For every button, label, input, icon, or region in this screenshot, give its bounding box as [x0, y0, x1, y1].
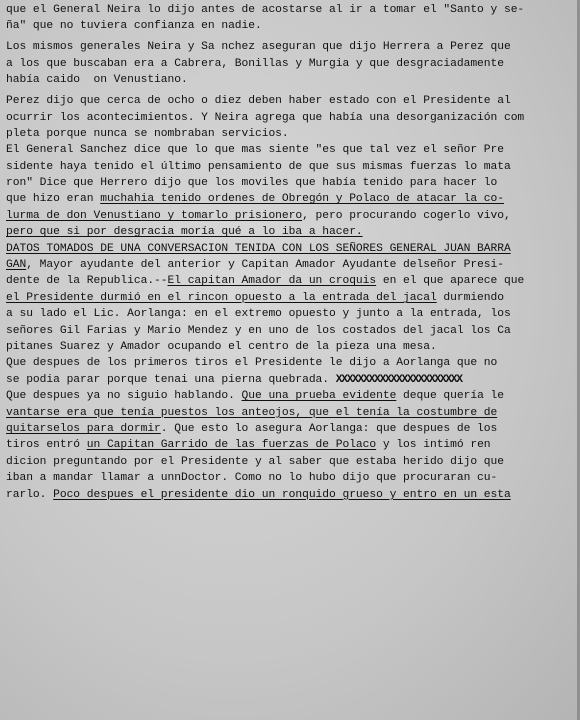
text-line: pitanes Suarez y Amador ocupando el centro de la pieza una mesa.: [6, 341, 437, 353]
underlined-text: el Presidente durmió en el rincon opuesto a la entrada del jacal: [6, 291, 437, 304]
text-line: a los que buscaban era a Cabrera, Bonillas y Murgia y que desgraciadamente: [6, 57, 504, 70]
text-line: Que despues de los primeros tiros el Presidente le dijo a Aorlanga que no: [6, 357, 498, 370]
document-text: [6, 2, 578, 503]
underlined-text: un Capitan Garrido de las fuerzas de Polaco: [86, 439, 377, 452]
text-line: a su lado el Lic. Aorlanga: en el extremo opuesto y junto a la entrada, los: [6, 308, 511, 321]
underlined-text: lurma de don Venustiano y tomarlo prisionero: [6, 209, 303, 222]
text-line: señores Gil Farias y Mario Mendez y en uno de los costados del jacal los Ca: [6, 324, 511, 337]
text-line: lurma de don Venustiano y tomarlo prisionero, pero procurando cogerlo vivo,: [6, 209, 511, 222]
underlined-text: vantarse era que tenía puestos los anteojos, que el tenía la costumbre de: [6, 406, 498, 419]
underlined-text: quitarselos para dormir: [6, 422, 161, 435]
underlined-text: muchahia tenido ordenes de Obregón y Polaco de atacar la co-: [100, 193, 504, 206]
text-line: ocurrir los acontecimientos. Y Neira agrega que había una desorganización com: [6, 111, 525, 124]
underlined-text: pero que si por desgracia moría qué a lo iba a hacer.: [6, 226, 363, 239]
text-line: rarlo. Poco despues el presidente dio un ronquido grueso y entro en un esta: [6, 488, 511, 501]
text-line: quitarselos para dormir. Que esto lo asegura Aorlanga: que despues de los: [6, 422, 498, 435]
text-line: Que despues ya no siguio hablando. Que una prueba evidente deque quería le: [6, 390, 504, 403]
text-line: Perez dijo que cerca de ocho o diez deben haber estado con el Presidente al: [6, 95, 511, 108]
underlined-text: Poco despues el presidente dio un ronquido grueso y entro en un esta: [53, 488, 511, 501]
text-line: pleta porque nunca se nombraban servicios.: [6, 127, 289, 140]
text-line: que hizo eran muchahia tenido ordenes de Obregón y Polaco de atacar la co-: [6, 193, 504, 206]
text-line: Los mismos generales Neira y Sa nchez aseguran que dijo Herrera a Perez que: [6, 41, 511, 54]
text-line: ña" que no tuviera confianza en nadie.: [6, 20, 262, 33]
text-line: [6, 224, 578, 240]
underlined-text: GAN: [6, 259, 27, 272]
text-line: había caido on Venustiano.: [6, 74, 188, 87]
text-line: sidente haya tenido el último pensamiento de que sus mismas fuerzas lo mata: [6, 160, 511, 173]
text-line: ron" Dice que Herrero dijo que los moviles que había tenido para hacer lo: [6, 177, 498, 190]
text-line: tiros entró un Capitan Garrido de las fuerzas de Polaco y los intimó ren: [6, 439, 491, 452]
text-line: GAN, Mayor ayudante del anterior y Capitan Amador Ayudante delseñor Presi-: [6, 259, 504, 272]
text-line: dicion preguntando por el Presidente y al saber que estaba herido dijo que: [6, 455, 504, 468]
text-line: el Presidente durmió en el rincon opuesto a la entrada del jacal durmiendo: [6, 291, 504, 304]
underlined-text: DATOS TOMADOS DE UNA CONVERSACION TENIDA CON LOS SEÑORES GENERAL JUAN BARRA: [6, 242, 511, 255]
section-heading: [6, 241, 578, 257]
text-line: dente de la Republica.--El capitan Amador da un croquis en el que aparece que: [6, 275, 525, 288]
underlined-text: El capitan Amador da un croquis: [167, 275, 377, 288]
text-line: iban a mandar llamar a unnDoctor. Como no lo hubo dijo que procuraran cu-: [6, 472, 498, 485]
text-line: [6, 405, 578, 421]
text-line: que el General Neira lo dijo antes de acostarse al ir a tomar el "Santo y se-: [6, 4, 525, 16]
struck-out-text: XXXXXXXXXXXXXXXXXXXXXXX: [335, 373, 462, 386]
underlined-text: Que una prueba evidente: [241, 390, 397, 403]
text-line: se podia parar porque tenai una pierna quebrada. XXXXXXXXXXXXXXXXXXXXXXX: [6, 373, 462, 386]
text-line: El General Sanchez dice que lo que mas siente "es que tal vez el señor Pre: [6, 144, 504, 157]
